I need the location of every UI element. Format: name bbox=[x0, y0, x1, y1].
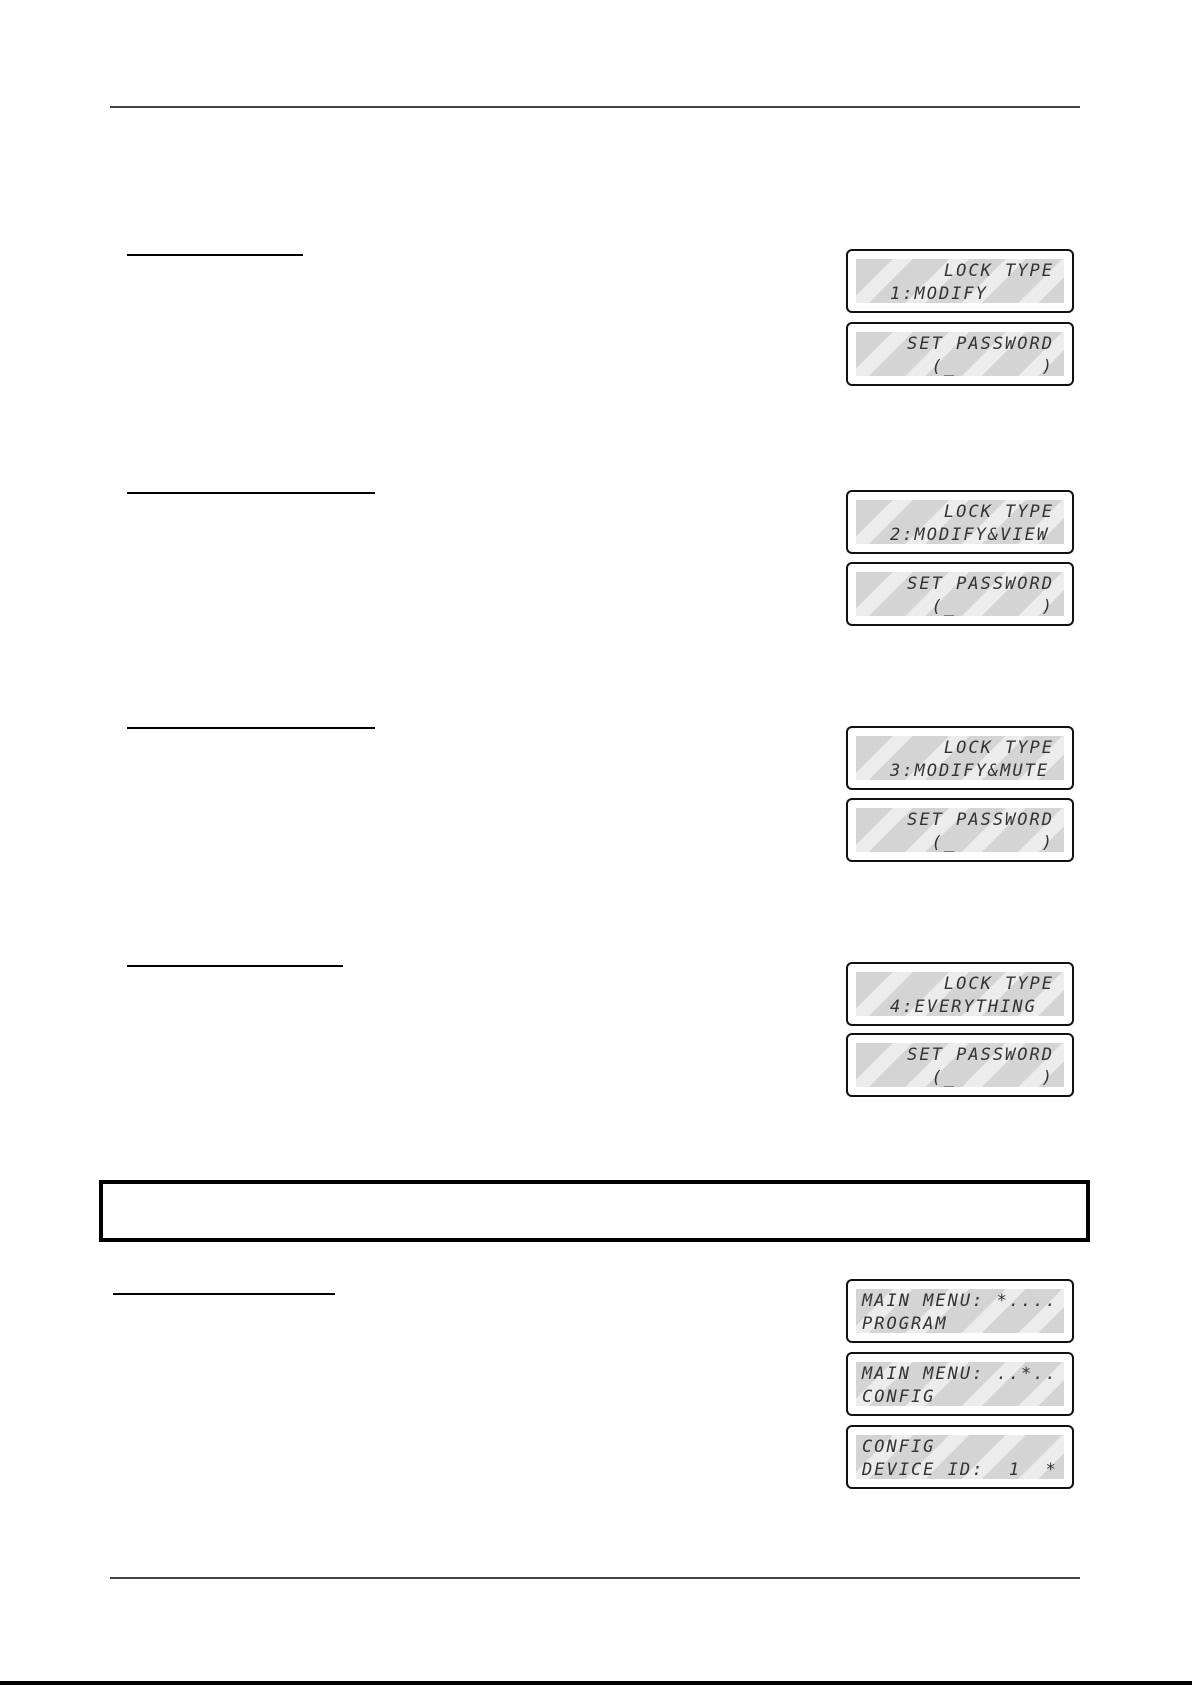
lcd-line-2: 4:EVERYTHING bbox=[890, 997, 1037, 1016]
lcd-line-1: LOCK TYPE bbox=[943, 502, 1054, 522]
lcd-line-1: MAIN MENU: *.... bbox=[862, 1291, 1058, 1311]
footer-rule bbox=[110, 1577, 1080, 1579]
lcd-line-1: LOCK TYPE bbox=[943, 738, 1054, 758]
lcd-display bbox=[846, 490, 1074, 554]
lcd-line-1: SET PASSWORD bbox=[907, 810, 1054, 830]
lcd-display bbox=[846, 249, 1074, 313]
lcd-display bbox=[846, 1425, 1074, 1489]
lcd-line-2: (_ ) bbox=[931, 357, 1054, 376]
page-edge bbox=[0, 1681, 1192, 1685]
lcd-display bbox=[846, 562, 1074, 626]
lcd-line-2: 1:MODIFY bbox=[890, 284, 988, 303]
section-heading-underline bbox=[127, 959, 343, 967]
lcd-line-2: DEVICE ID: 1 * bbox=[862, 1460, 1058, 1479]
lcd-line-1: MAIN MENU: ..*.. bbox=[862, 1364, 1058, 1384]
section-heading-underline bbox=[113, 1287, 335, 1295]
section-heading-underline bbox=[127, 486, 375, 494]
lcd-line-1: SET PASSWORD bbox=[907, 574, 1054, 594]
lcd-line-2: (_ ) bbox=[931, 833, 1054, 852]
lcd-display bbox=[846, 1279, 1074, 1343]
lcd-display bbox=[846, 798, 1074, 862]
lcd-display bbox=[846, 322, 1074, 386]
lcd-line-2: 2:MODIFY&VIEW bbox=[890, 525, 1050, 544]
lcd-line-1: SET PASSWORD bbox=[907, 1045, 1054, 1065]
header-rule bbox=[110, 106, 1080, 108]
lcd-line-2: (_ ) bbox=[931, 1068, 1054, 1087]
notice-box bbox=[99, 1180, 1090, 1242]
lcd-line-1: CONFIG bbox=[862, 1437, 936, 1457]
lcd-line-1: LOCK TYPE bbox=[943, 974, 1054, 994]
lcd-line-2: 3:MODIFY&MUTE bbox=[890, 761, 1050, 780]
lcd-line-2: (_ ) bbox=[931, 597, 1054, 616]
lcd-line-2: PROGRAM bbox=[862, 1314, 948, 1333]
lcd-display bbox=[846, 1033, 1074, 1097]
lcd-line-1: SET PASSWORD bbox=[907, 334, 1054, 354]
lcd-line-2: CONFIG bbox=[862, 1387, 936, 1406]
lcd-display bbox=[846, 726, 1074, 790]
lcd-display bbox=[846, 1352, 1074, 1416]
lcd-display bbox=[846, 962, 1074, 1026]
lcd-line-1: LOCK TYPE bbox=[943, 261, 1054, 281]
section-heading-underline bbox=[127, 721, 375, 729]
section-heading-underline bbox=[127, 248, 303, 256]
